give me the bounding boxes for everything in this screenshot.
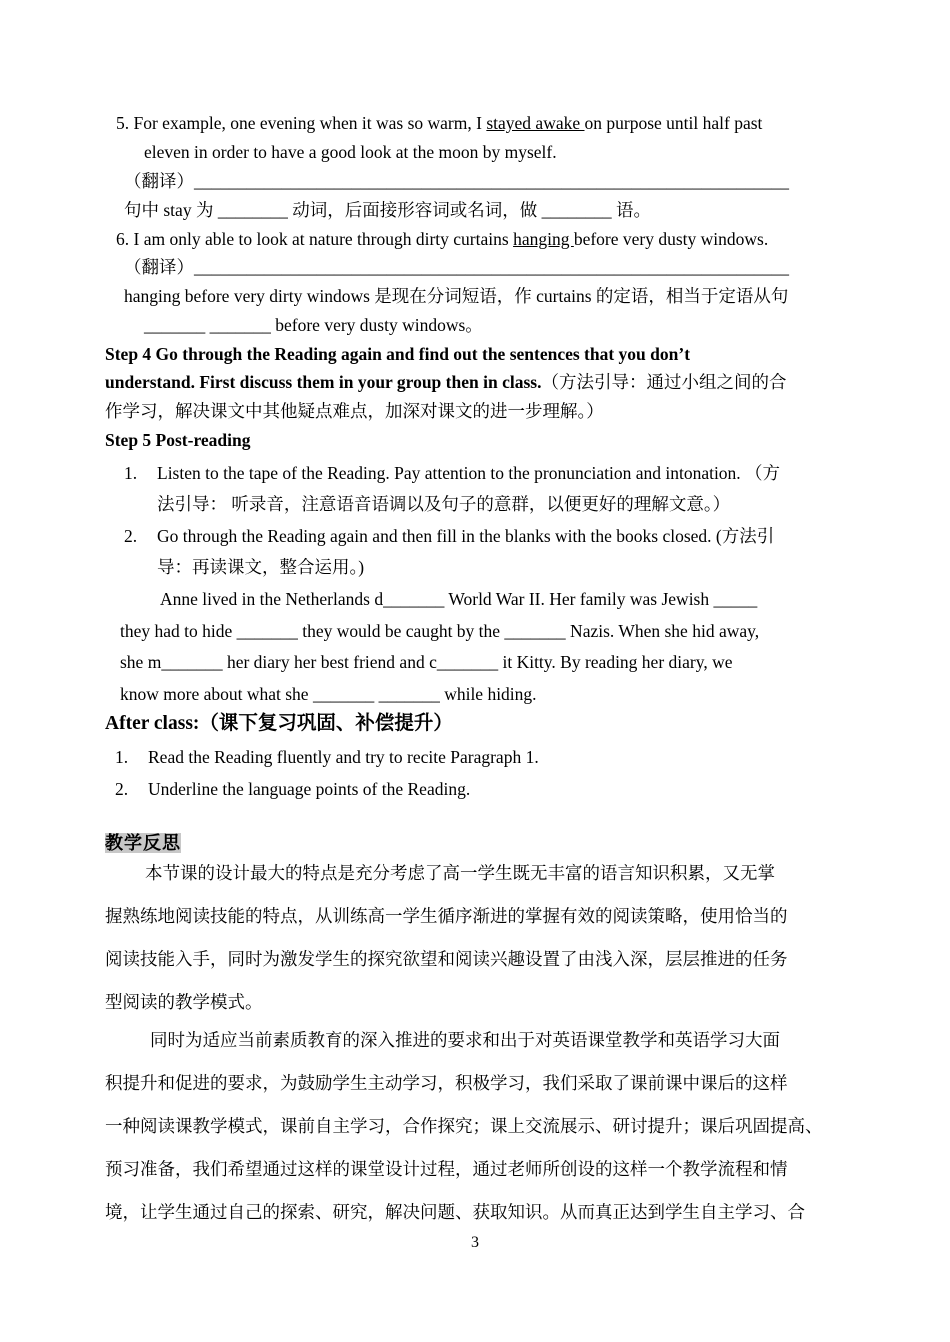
reflection-heading: 教学反思 xyxy=(105,833,181,853)
stay-note: 句中 stay 为 ________ 动词，后面接形容词或名词，做 ________ 语。 xyxy=(124,200,651,220)
after-class-item-1: 1. Read the Reading fluently and try to recite Paragraph 1. xyxy=(115,747,539,767)
reflection-p2-line-3: 一种阅读课教学模式，课前自主学习，合作探究；课上交流展示、研讨提升；课后巩固提高、 xyxy=(105,1116,823,1136)
reflection-p1-line-1: 本节课的设计最大的特点是充分考虑了高一学生既无丰富的语言知识积累，又无掌 xyxy=(145,863,775,883)
fill-blank-line-3: she m_______ her diary her best friend and c_______ it Kitty. By reading her diary, we xyxy=(120,652,733,672)
reflection-p2-line-4: 预习准备，我们希望通过这样的课堂设计过程，通过老师所创设的这样一个教学流程和情 xyxy=(105,1159,788,1179)
fill-blank-line-2: they had to hide _______ they would be caught by the _______ Nazis. When she hid away, xyxy=(120,621,760,641)
reflection-p1-line-4: 型阅读的教学模式。 xyxy=(105,992,263,1012)
list-number: 1. xyxy=(124,463,138,483)
step-5-item-1-cont: 法引导： 听录音，注意语音语调以及句子的意群，以便更好的理解文意。） xyxy=(157,494,731,514)
step-4-line-3: 作学习，解决课文中其他疑点难点，加深对课文的进一步理解。） xyxy=(105,401,604,421)
page-number: 3 xyxy=(471,1234,479,1251)
after-class-heading: After class:（课下复习巩固、补偿提升） xyxy=(105,713,453,734)
list-number: 2. xyxy=(124,526,138,546)
reflection-p2-line-2: 积提升和促进的要求，为鼓励学生主动学习，积极学习，我们采取了课前课中课后的这样 xyxy=(105,1073,788,1093)
step-4-line-2: understand. First discuss them in your group then in class.（方法引导：通过小组之间的合 xyxy=(105,372,787,392)
after-class-item-2: 2. Underline the language points of the Reading. xyxy=(115,779,471,799)
reflection-p1-line-2: 握熟练地阅读技能的特点，从训练高一学生循序渐进的掌握有效的阅读策略，使用恰当的 xyxy=(105,906,788,926)
step-4-heading: Step 4 Go through the Reading again and find out the sentences that you don’t xyxy=(105,344,691,364)
step-5-item-2: 2. Go through the Reading again and then fill in the blanks with the books closed. (方法引 xyxy=(124,526,775,546)
step-5-item-1: 1. Listen to the tape of the Reading. Pay attention to the pronunciation and intonation. （方 xyxy=(124,463,781,483)
step-5-heading: Step 5 Post-reading xyxy=(105,430,251,450)
reflection-p2-line-1: 同时为适应当前素质教育的深入推进的要求和出于对英语课堂教学和英语学习大面 xyxy=(150,1030,780,1050)
hanging-note-2: _______ _______ before very dusty windows。 xyxy=(144,315,483,335)
item-5-line-1: 5. For example, one evening when it was so warm, I stayed awake on purpose until half past xyxy=(116,113,763,133)
list-number: 1. xyxy=(115,747,129,767)
fill-blank-line-4: know more about what she _______ _______ while hiding. xyxy=(120,684,537,704)
phrase-stayed-awake: stayed awake xyxy=(486,113,585,133)
list-number: 2. xyxy=(115,779,129,799)
translation-blank-1: （翻译）____________________________________________________________________ xyxy=(124,171,789,191)
word-hanging: hanging xyxy=(513,229,574,249)
fill-blank-line-1: Anne lived in the Netherlands d_______ World War II. Her family was Jewish _____ xyxy=(160,589,758,609)
reflection-p2-line-5: 境，让学生通过自己的探索、研究，解决问题、获取知识。从而真正达到学生自主学习、合 xyxy=(105,1202,805,1222)
item-5-line-2: eleven in order to have a good look at the moon by myself. xyxy=(144,142,557,162)
translation-blank-2: （翻译）____________________________________________________________________ xyxy=(124,257,789,277)
step-5-item-2-cont: 导：再读课文，整合运用。) xyxy=(157,557,365,577)
reflection-p1-line-3: 阅读技能入手，同时为激发学生的探究欲望和阅读兴趣设置了由浅入深，层层推进的任务 xyxy=(105,949,788,969)
hanging-note: hanging before very dirty windows 是现在分词短语，作 curtains 的定语，相当于定语从句 xyxy=(124,286,789,306)
item-6-line-1: 6. I am only able to look at nature through dirty curtains hanging before very dusty windows. xyxy=(116,229,769,249)
